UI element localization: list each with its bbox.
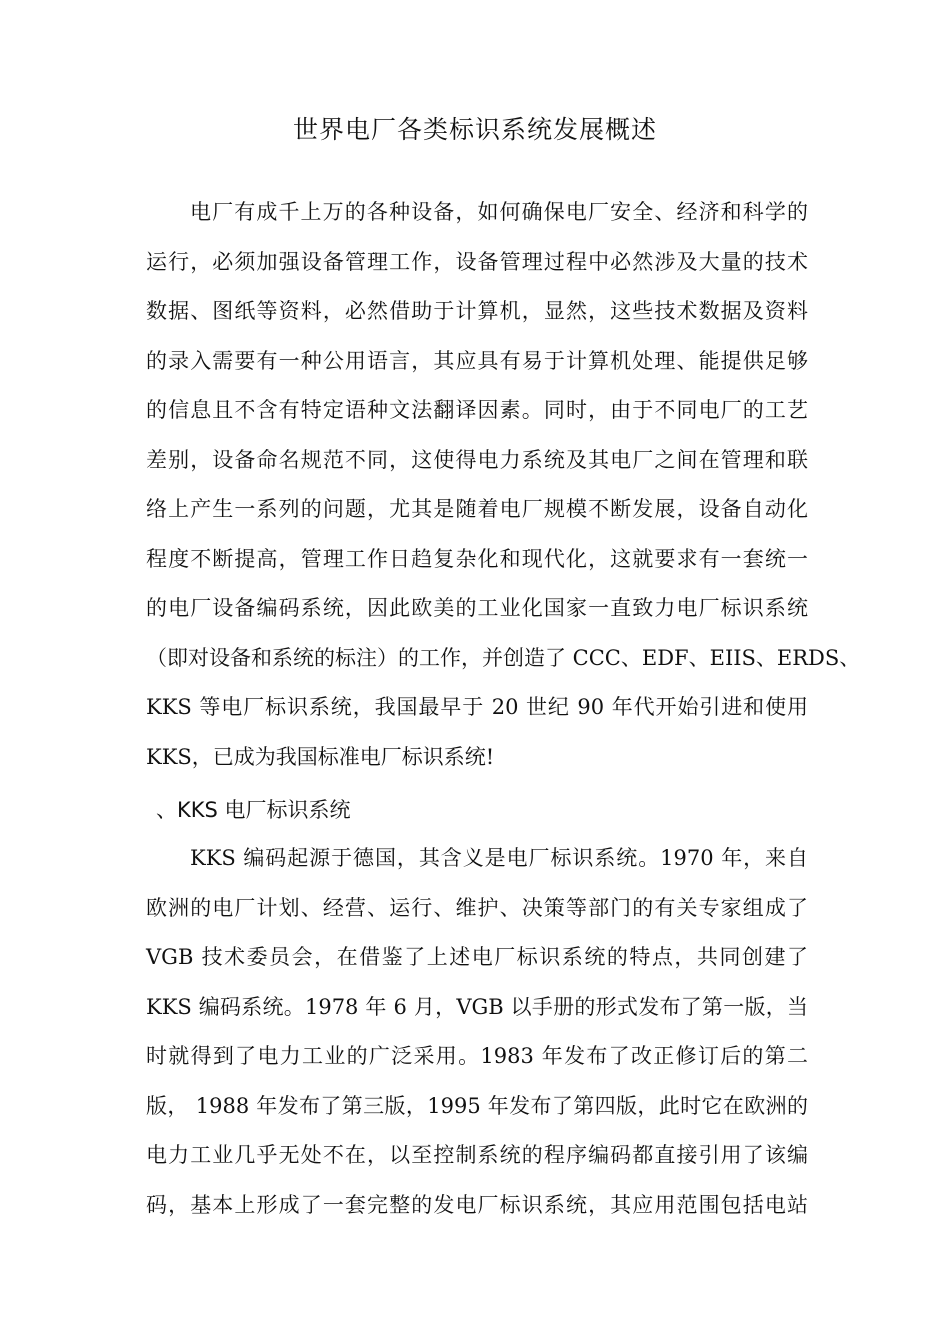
paragraph-line: 码，基本上形成了一套完整的发电厂标识系统，其应用范围包括电站 — [146, 1192, 808, 1217]
paragraph-line: （即对设备和系统的标注）的工作，并创造了 CCC、EDF、EIIS、ERDS、 — [146, 645, 861, 670]
paragraph-line: 差别，设备命名规范不同，这使得电力系统及其电厂之间在管理和联 — [146, 447, 808, 472]
paragraph-line: 运行，必须加强设备管理工作，设备管理过程中必然涉及大量的技术 — [146, 249, 808, 274]
paragraph-line: KKS 编码起源于德国，其含义是电厂标识系统。1970 年，来自 — [190, 846, 808, 870]
document-title: 世界电厂各类标识系统发展概述 — [292, 115, 657, 144]
paragraph-line: 版， 1988 年发布了第三版，1995 年发布了第四版，此时它在欧洲的 — [146, 1093, 808, 1118]
paragraph-intro — [146, 188, 861, 782]
paragraph-line: KKS，已成为我国标准电厂标识系统! — [146, 744, 495, 769]
paragraph-kks-origin — [146, 834, 808, 1230]
paragraph-line: VGB 技术委员会，在借鉴了上述电厂标识系统的特点，共同创建了 — [146, 945, 808, 969]
paragraph-line: KKS 编码系统。1978 年 6 月，VGB 以手册的形式发布了第一版，当 — [146, 994, 808, 1019]
paragraph-line: 电力工业几乎无处不在，以至控制系统的程序编码都直接引用了该编 — [146, 1143, 808, 1167]
paragraph-line: 的电厂设备编码系统，因此欧美的工业化国家一直致力电厂标识系统 — [146, 596, 808, 620]
paragraph-line: 数据、图纸等资料，必然借助于计算机，显然，这些技术数据及资料 — [146, 299, 808, 323]
paragraph-line: 的信息且不含有特定语种文法翻译因素。同时，由于不同电厂的工艺 — [146, 398, 808, 422]
paragraph-line: 的录入需要有一种公用语言，其应具有易于计算机处理、能提供足够 — [146, 348, 808, 373]
paragraph-line: 络上产生一系列的问题，尤其是随着电厂规模不断发展，设备自动化 — [146, 497, 808, 521]
paragraph-line: 电厂有成千上万的各种设备，如何确保电厂安全、经济和科学的 — [190, 200, 808, 224]
paragraph-line: 时就得到了电力工业的广泛采用。1983 年发布了改正修订后的第二 — [146, 1044, 808, 1068]
paragraph-line: 程度不断提高，管理工作日趋复杂化和现代化，这就要求有一套统一 — [146, 546, 808, 571]
section-heading-kks: 、KKS 电厂标识系统 — [156, 798, 351, 822]
paragraph-line: 欧洲的电厂计划、经营、运行、维护、决策等部门的有关专家组成了 — [146, 895, 808, 920]
paragraph-line: KKS 等电厂标识系统，我国最早于 20 世纪 90 年代开始引进和使用 — [146, 695, 808, 719]
